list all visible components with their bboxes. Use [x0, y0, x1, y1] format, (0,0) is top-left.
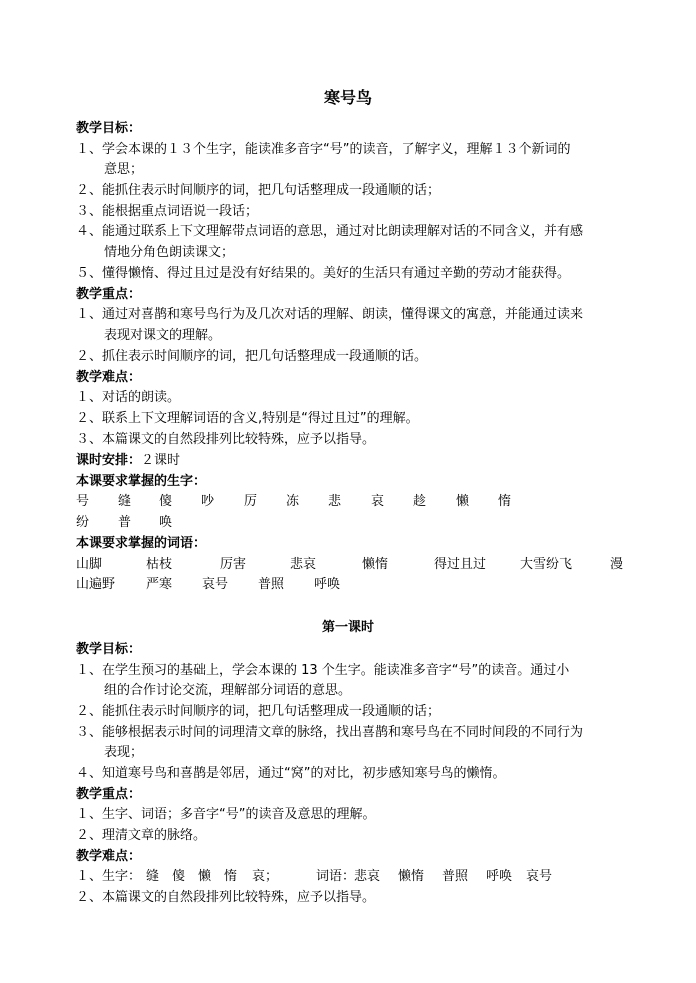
char-item: 号 [76, 494, 90, 509]
difficult-word-item: 悲哀 [354, 869, 381, 884]
key-point-line: ２、抓住表示时间顺序的词，把几句话整理成一段通顺的话。 [76, 349, 428, 364]
goals-heading: 教学目标： [76, 121, 142, 136]
difficult-words-label: 词语： [316, 869, 356, 884]
char-item: 普 [118, 515, 132, 530]
lesson1-goal-line: 组的合作讨论交流，理解部分词语的意思。 [104, 683, 352, 698]
lesson1-key-line: １、生字、词语；多音字“号”的读音及意思的理解。 [76, 807, 376, 822]
key-points-heading: 教学重点： [76, 287, 142, 302]
words-row-2 [76, 575, 624, 595]
word-item: 山脚 [76, 557, 103, 572]
word-item: 漫 [610, 557, 624, 572]
difficult-word-item: 懒惰 [398, 869, 425, 884]
hours-label: 课时安排： [76, 453, 142, 468]
difficult-char-item: 缝 [146, 869, 160, 884]
word-item: 得过且过 [434, 557, 487, 572]
difficult-char-item: 懒 [198, 869, 212, 884]
chars-heading: 本课要求掌握的生字： [76, 474, 207, 489]
goal-line: １、学会本课的１３个生字，能读准多音字“号”的读音，了解字义，理解１３个新词的 [76, 142, 571, 157]
goal-line: 情地分角色朗读课文； [104, 245, 235, 260]
char-item: 厉 [244, 494, 258, 509]
lesson1-goal-line: ３、能够根据表示时间的词理清文章的脉络，找出喜鹊和寒号鸟在不同时间段的不同行为 [76, 725, 584, 740]
char-item: 冻 [286, 494, 300, 509]
char-item: 吵 [201, 494, 215, 509]
lesson1-key-line: ２、理清文章的脉络。 [76, 828, 207, 843]
chars-row-1 [76, 492, 624, 512]
char-item: 纷 [76, 515, 90, 530]
difficult-word-item: 哀号 [526, 869, 553, 884]
key-point-line: １、通过对喜鹊和寒号鸟行为及几次对话的理解、朗读，懂得课文的寓意，并能通过读来 [76, 307, 584, 322]
lesson1-goals-heading: 教学目标： [76, 642, 142, 657]
chars-row-2 [76, 513, 624, 533]
word-item: 大雪纷飞 [520, 557, 573, 572]
key-point-line: 表现对课文的理解。 [104, 328, 222, 343]
difficult-point-line: ３、本篇课文的自然段排列比较特殊，应予以指导。 [76, 432, 376, 447]
char-item: 惰 [498, 494, 512, 509]
goal-line: ３、能根据重点词语说一段话； [76, 204, 259, 219]
lesson1-title: 第一课时 [321, 620, 374, 635]
difficult-word-item: 普照 [442, 869, 469, 884]
lesson1-goal-line: ４、知道寒号鸟和喜鹊是邻居，通过“窝”的对比，初步感知寒号鸟的懒惰。 [76, 766, 506, 781]
difficult-point-line: １、对话的朗读。 [76, 390, 181, 405]
char-item: 傻 [159, 494, 173, 509]
words-row-1 [76, 555, 624, 575]
lesson1-goal-line: ２、能抓住表示时间顺序的词，把几句话整理成一段通顺的话； [76, 704, 441, 719]
goal-line: 意思； [104, 162, 144, 177]
word-item: 哀号 [202, 577, 229, 592]
char-item: 悲 [328, 494, 342, 509]
char-item: 哀 [371, 494, 385, 509]
char-item: 趁 [413, 494, 427, 509]
difficult-chars-label: １、生字： [76, 869, 142, 884]
hours-line [76, 451, 624, 471]
hours-value: ２课时 [141, 453, 181, 468]
word-item: 普照 [258, 577, 285, 592]
lesson1-difficult-heading: 教学难点： [76, 849, 142, 864]
char-item: 懒 [456, 494, 470, 509]
lesson1-key-heading: 教学重点： [76, 787, 142, 802]
difficult-point-line: ２、联系上下文理解词语的含义,特别是“得过且过”的理解。 [76, 411, 419, 426]
words-heading: 本课要求掌握的词语： [76, 536, 207, 551]
char-item: 缝 [118, 494, 132, 509]
word-item: 呼唤 [314, 577, 341, 592]
difficult-word-item: 呼唤 [486, 869, 513, 884]
difficult-points-heading: 教学难点： [76, 370, 142, 385]
lesson1-difficult-line-2: ２、本篇课文的自然段排列比较特殊，应予以指导。 [76, 890, 376, 905]
lesson1-goal-line: 表现； [104, 745, 144, 760]
difficult-char-item: 惰 [224, 869, 238, 884]
goal-line: ２、能抓住表示时间顺序的词，把几句话整理成一段通顺的话； [76, 183, 441, 198]
goal-line: ４、能通过联系上下文理解带点词语的意思，通过对比朗读理解对话的不同含义，并有感 [76, 224, 584, 239]
char-item: 唤 [159, 515, 173, 530]
lesson1-difficult-line-1 [76, 867, 624, 887]
document-title: 寒号鸟 [323, 88, 372, 107]
word-item: 枯枝 [146, 557, 173, 572]
word-item: 严寒 [146, 577, 173, 592]
word-item: 悲哀 [290, 557, 317, 572]
word-item: 厉害 [220, 557, 247, 572]
difficult-char-item: 傻 [172, 869, 186, 884]
difficult-char-item: 哀； [252, 869, 279, 884]
word-item: 懒惰 [362, 557, 389, 572]
word-item: 山遍野 [76, 577, 116, 592]
lesson1-goal-line: １、在学生预习的基础上，学会本课的 13 个生字。能读准多音字“号”的读音。通过小 [76, 663, 570, 678]
goal-line: ５、懂得懒惰、得过且过是没有好结果的。美好的生活只有通过辛勤的劳动才能获得。 [76, 266, 571, 281]
